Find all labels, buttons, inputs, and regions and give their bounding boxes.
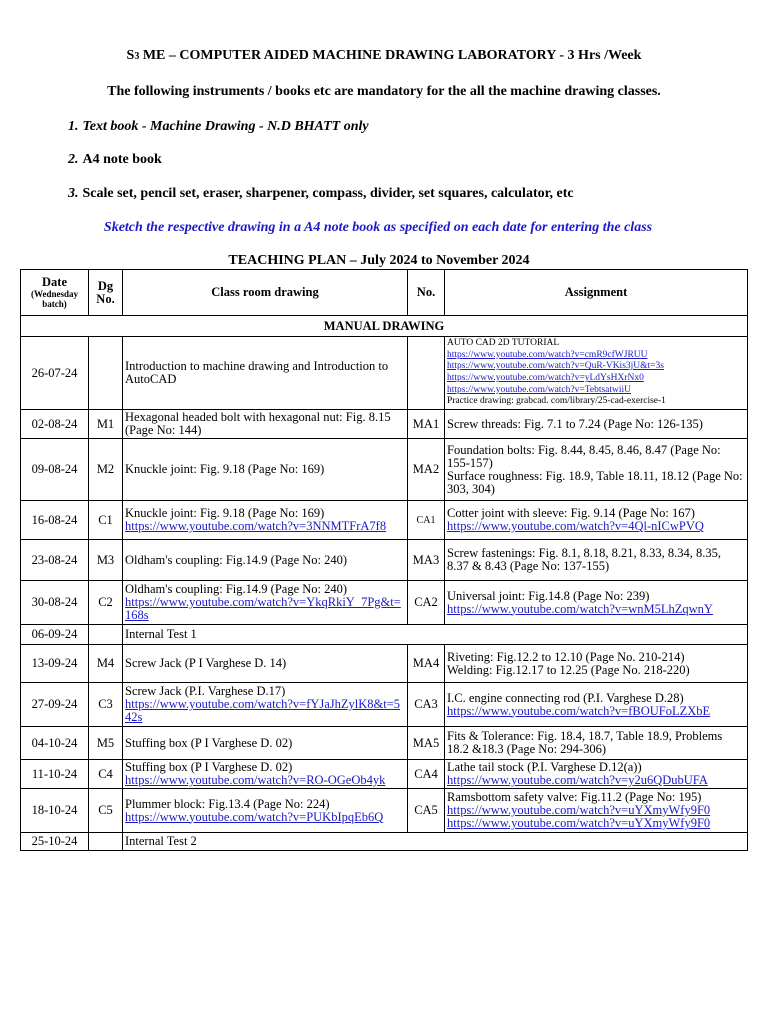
classroom-video-link[interactable]: https://www.youtube.com/watch?v=3NNMTFrA7f8 — [125, 519, 387, 533]
assignment-text: I.C. engine connecting rod (P.I. Varghese D.28) — [447, 690, 684, 705]
assignment-link[interactable]: https://www.youtube.com/watch?v=yLdYsHXrNx0 — [447, 373, 644, 383]
row-dg: M1 — [89, 410, 123, 439]
header-date-label: Date — [42, 275, 67, 289]
row-no: MA5 — [408, 727, 445, 760]
assignment-link[interactable]: https://www.youtube.com/watch?v=QuR-VKis3jU&t=3s — [447, 361, 664, 372]
header-classroom: Class room drawing — [123, 270, 408, 316]
assignment-text: Ramsbottom safety valve: Fig.11.2 (Page No: 195) — [447, 790, 702, 804]
row-classroom: Stuffing box (P I Varghese D. 02) — [123, 727, 408, 760]
assignment-line: Foundation bolts: Fig. 8.44, 8.45, 8.46, 8.47 (Page No: 155-157) — [447, 442, 721, 470]
requirement-text: Text book - Machine Drawing - N.D BHATT only — [82, 119, 369, 134]
table-row — [21, 727, 748, 760]
row-date: 02-08-24 — [21, 410, 89, 439]
row-date: 25-10-24 — [21, 833, 89, 851]
row-dg: C2 — [89, 581, 123, 625]
assignment-video-link[interactable]: https://www.youtube.com/watch?v=uYXmyWfy9F0 — [447, 803, 711, 817]
table-row — [21, 439, 748, 501]
table-row — [21, 789, 748, 833]
row-no: MA3 — [408, 540, 445, 581]
row-dg: M4 — [89, 645, 123, 683]
assignment-title: AUTO CAD 2D TUTORIAL — [447, 337, 560, 348]
requirement-1 — [68, 119, 369, 135]
section-row — [21, 316, 748, 337]
row-no: CA1 — [408, 501, 445, 540]
row-dg: C5 — [89, 789, 123, 833]
classroom-text: Plummer block: Fig.13.4 (Page No: 224) — [125, 796, 330, 811]
assignment-text: Cotter joint with sleeve: Fig. 9.14 (Page No: 167) — [447, 506, 695, 520]
table-row — [21, 337, 748, 410]
table-row — [21, 833, 748, 851]
classroom-video-link[interactable]: https://www.youtube.com/watch?v=PUKbIpqEb6Q — [125, 809, 384, 824]
row-assignment — [445, 760, 748, 789]
row-assignment — [445, 789, 748, 833]
row-assignment — [445, 581, 748, 625]
row-classroom — [123, 789, 408, 833]
row-date: 23-08-24 — [21, 540, 89, 581]
row-date: 18-10-24 — [21, 789, 89, 833]
row-assignment: Screw fastenings: Fig. 8.1, 8.18, 8.21, 8.33, 8.34, 8.35, 8.37 & 8.43 (Page No: 137-155) — [445, 540, 748, 581]
header-assignment: Assignment — [445, 270, 748, 316]
row-date: 11-10-24 — [21, 760, 89, 789]
requirement-text: A4 note book — [82, 152, 162, 167]
row-date: 09-08-24 — [21, 439, 89, 501]
row-assignment — [445, 439, 748, 501]
classroom-video-link[interactable]: https://www.youtube.com/watch?v=fYJaJhZylK8&t=542s — [125, 697, 401, 724]
assignment-link[interactable]: https://www.youtube.com/watch?v=TebtsatwiiU — [447, 384, 632, 395]
requirement-text: Scale set, pencil set, eraser, sharpener, compass, divider, set squares, calculator, etc — [82, 186, 574, 201]
assignment-video-link[interactable]: https://www.youtube.com/watch?v=uYXmyWfy9F0 — [447, 816, 711, 830]
assignment-video-link[interactable]: https://www.youtube.com/watch?v=y2u6QDubUFA — [447, 773, 708, 787]
row-assignment: Fits & Tolerance: Fig. 18.4, 18.7, Table 18.9, Problems 18.2 &18.3 (Page No: 294-306) — [445, 727, 748, 760]
header-date-sub: (Wednesday batch) — [30, 289, 78, 309]
row-no: MA2 — [408, 439, 445, 501]
row-date: 06-09-24 — [21, 625, 89, 645]
assignment-text: Universal joint: Fig.14.8 (Page No: 239) — [447, 588, 650, 603]
row-dg: C1 — [89, 501, 123, 540]
row-date: 04-10-24 — [21, 727, 89, 760]
classroom-text: Oldham's coupling: Fig.14.9 (Page No: 240) — [125, 582, 348, 596]
row-date: 13-09-24 — [21, 645, 89, 683]
table-row — [21, 625, 748, 645]
requirement-number: 1. — [68, 119, 79, 134]
assignment-practice: Practice drawing: grabcad. com/library/25-cad-exercise-1 — [447, 396, 666, 407]
row-dg: M3 — [89, 540, 123, 581]
table-row — [21, 410, 748, 439]
header-no: No. — [408, 270, 445, 316]
row-assignment — [445, 683, 748, 727]
row-no: CA5 — [408, 789, 445, 833]
row-dg: C3 — [89, 683, 123, 727]
row-classroom: Screw Jack (P I Varghese D. 14) — [123, 645, 408, 683]
assignment-line: Surface roughness: Fig. 18.9, Table 18.11, 18.12 (Page No: 303, 304) — [447, 468, 743, 496]
instruction-note: Sketch the respective drawing in a A4 note book as specified on each date for entering the class — [103, 220, 653, 235]
page-title — [0, 48, 768, 64]
requirement-number: 2. — [68, 152, 79, 167]
row-dg — [89, 833, 123, 851]
requirement-3 — [68, 186, 574, 202]
row-date: 27-09-24 — [21, 683, 89, 727]
table-row — [21, 683, 748, 727]
row-dg — [89, 625, 123, 645]
row-dg: M5 — [89, 727, 123, 760]
row-no: CA3 — [408, 683, 445, 727]
classroom-text: Screw Jack (P.I. Varghese D.17) — [125, 684, 286, 698]
assignment-video-link[interactable]: https://www.youtube.com/watch?v=4Ql-nICwPVQ — [447, 519, 704, 533]
table-row — [21, 645, 748, 683]
requirement-number: 3. — [68, 186, 79, 201]
assignment-text: Lathe tail stock (P.I. Varghese D.12(a)) — [447, 760, 642, 774]
row-classroom — [123, 760, 408, 789]
table-row — [21, 540, 748, 581]
header-date — [21, 270, 89, 316]
row-internal-test: Internal Test 2 — [123, 833, 748, 851]
title-rest: ME – COMPUTER AIDED MACHINE DRAWING LABORATORY - 3 Hrs /Week — [139, 48, 642, 63]
teaching-plan-table — [20, 269, 748, 851]
table-row — [21, 501, 748, 540]
table-row — [21, 760, 748, 789]
title-subscript: 3 — [134, 51, 140, 62]
row-no: MA1 — [408, 410, 445, 439]
classroom-text: Stuffing box (P I Varghese D. 02) — [125, 760, 293, 774]
row-no: MA4 — [408, 645, 445, 683]
table-header-row — [21, 270, 748, 316]
row-internal-test: Internal Test 1 — [123, 625, 748, 645]
row-assignment — [445, 645, 748, 683]
row-classroom — [123, 683, 408, 727]
classroom-video-link[interactable]: https://www.youtube.com/watch?v=YkqRkiY_7Pg&t=168s — [125, 595, 401, 622]
row-classroom: Knuckle joint: Fig. 9.18 (Page No: 169) — [123, 439, 408, 501]
row-dg — [89, 337, 123, 410]
title-prefix: S — [126, 48, 135, 63]
intro-text: The following instruments / books etc are mandatory for the all the machine drawing classes. — [107, 84, 661, 99]
row-no: CA4 — [408, 760, 445, 789]
assignment-video-link[interactable]: https://www.youtube.com/watch?v=wnM5LhZqwnY — [447, 601, 713, 616]
row-date: 16-08-24 — [21, 501, 89, 540]
assignment-line: Riveting: Fig.12.2 to 12.10 (Page No. 210-214) — [447, 649, 685, 664]
row-assignment: Screw threads: Fig. 7.1 to 7.24 (Page No: 126-135) — [445, 410, 748, 439]
table-row — [21, 581, 748, 625]
row-dg: C4 — [89, 760, 123, 789]
row-classroom: Introduction to machine drawing and Introduction to AutoCAD — [123, 337, 408, 410]
requirement-2 — [68, 152, 162, 168]
section-title: MANUAL DRAWING — [21, 316, 748, 337]
classroom-text: Knuckle joint: Fig. 9.18 (Page No: 169) — [125, 506, 325, 520]
row-classroom — [123, 501, 408, 540]
header-dg: Dg No. — [89, 270, 123, 316]
row-assignment — [445, 501, 748, 540]
teaching-plan-title: TEACHING PLAN – July 2024 to November 2024 — [228, 253, 530, 268]
row-no — [408, 337, 445, 410]
row-assignment — [445, 337, 748, 410]
row-classroom — [123, 581, 408, 625]
row-date: 26-07-24 — [21, 337, 89, 410]
row-date: 30-08-24 — [21, 581, 89, 625]
assignment-video-link[interactable]: https://www.youtube.com/watch?v=fBOUFoLZXbE — [447, 703, 711, 718]
row-no: CA2 — [408, 581, 445, 625]
row-classroom: Oldham's coupling: Fig.14.9 (Page No: 240) — [123, 540, 408, 581]
assignment-link[interactable]: https://www.youtube.com/watch?v=cmR9cfWJRUU — [447, 349, 648, 360]
assignment-line: Welding: Fig.12.17 to 12.25 (Page No. 218-220) — [447, 662, 690, 677]
row-dg: M2 — [89, 439, 123, 501]
classroom-video-link[interactable]: https://www.youtube.com/watch?v=RO-OGeOb4yk — [125, 773, 386, 787]
row-classroom: Hexagonal headed bolt with hexagonal nut: Fig. 8.15 (Page No: 144) — [123, 410, 408, 439]
